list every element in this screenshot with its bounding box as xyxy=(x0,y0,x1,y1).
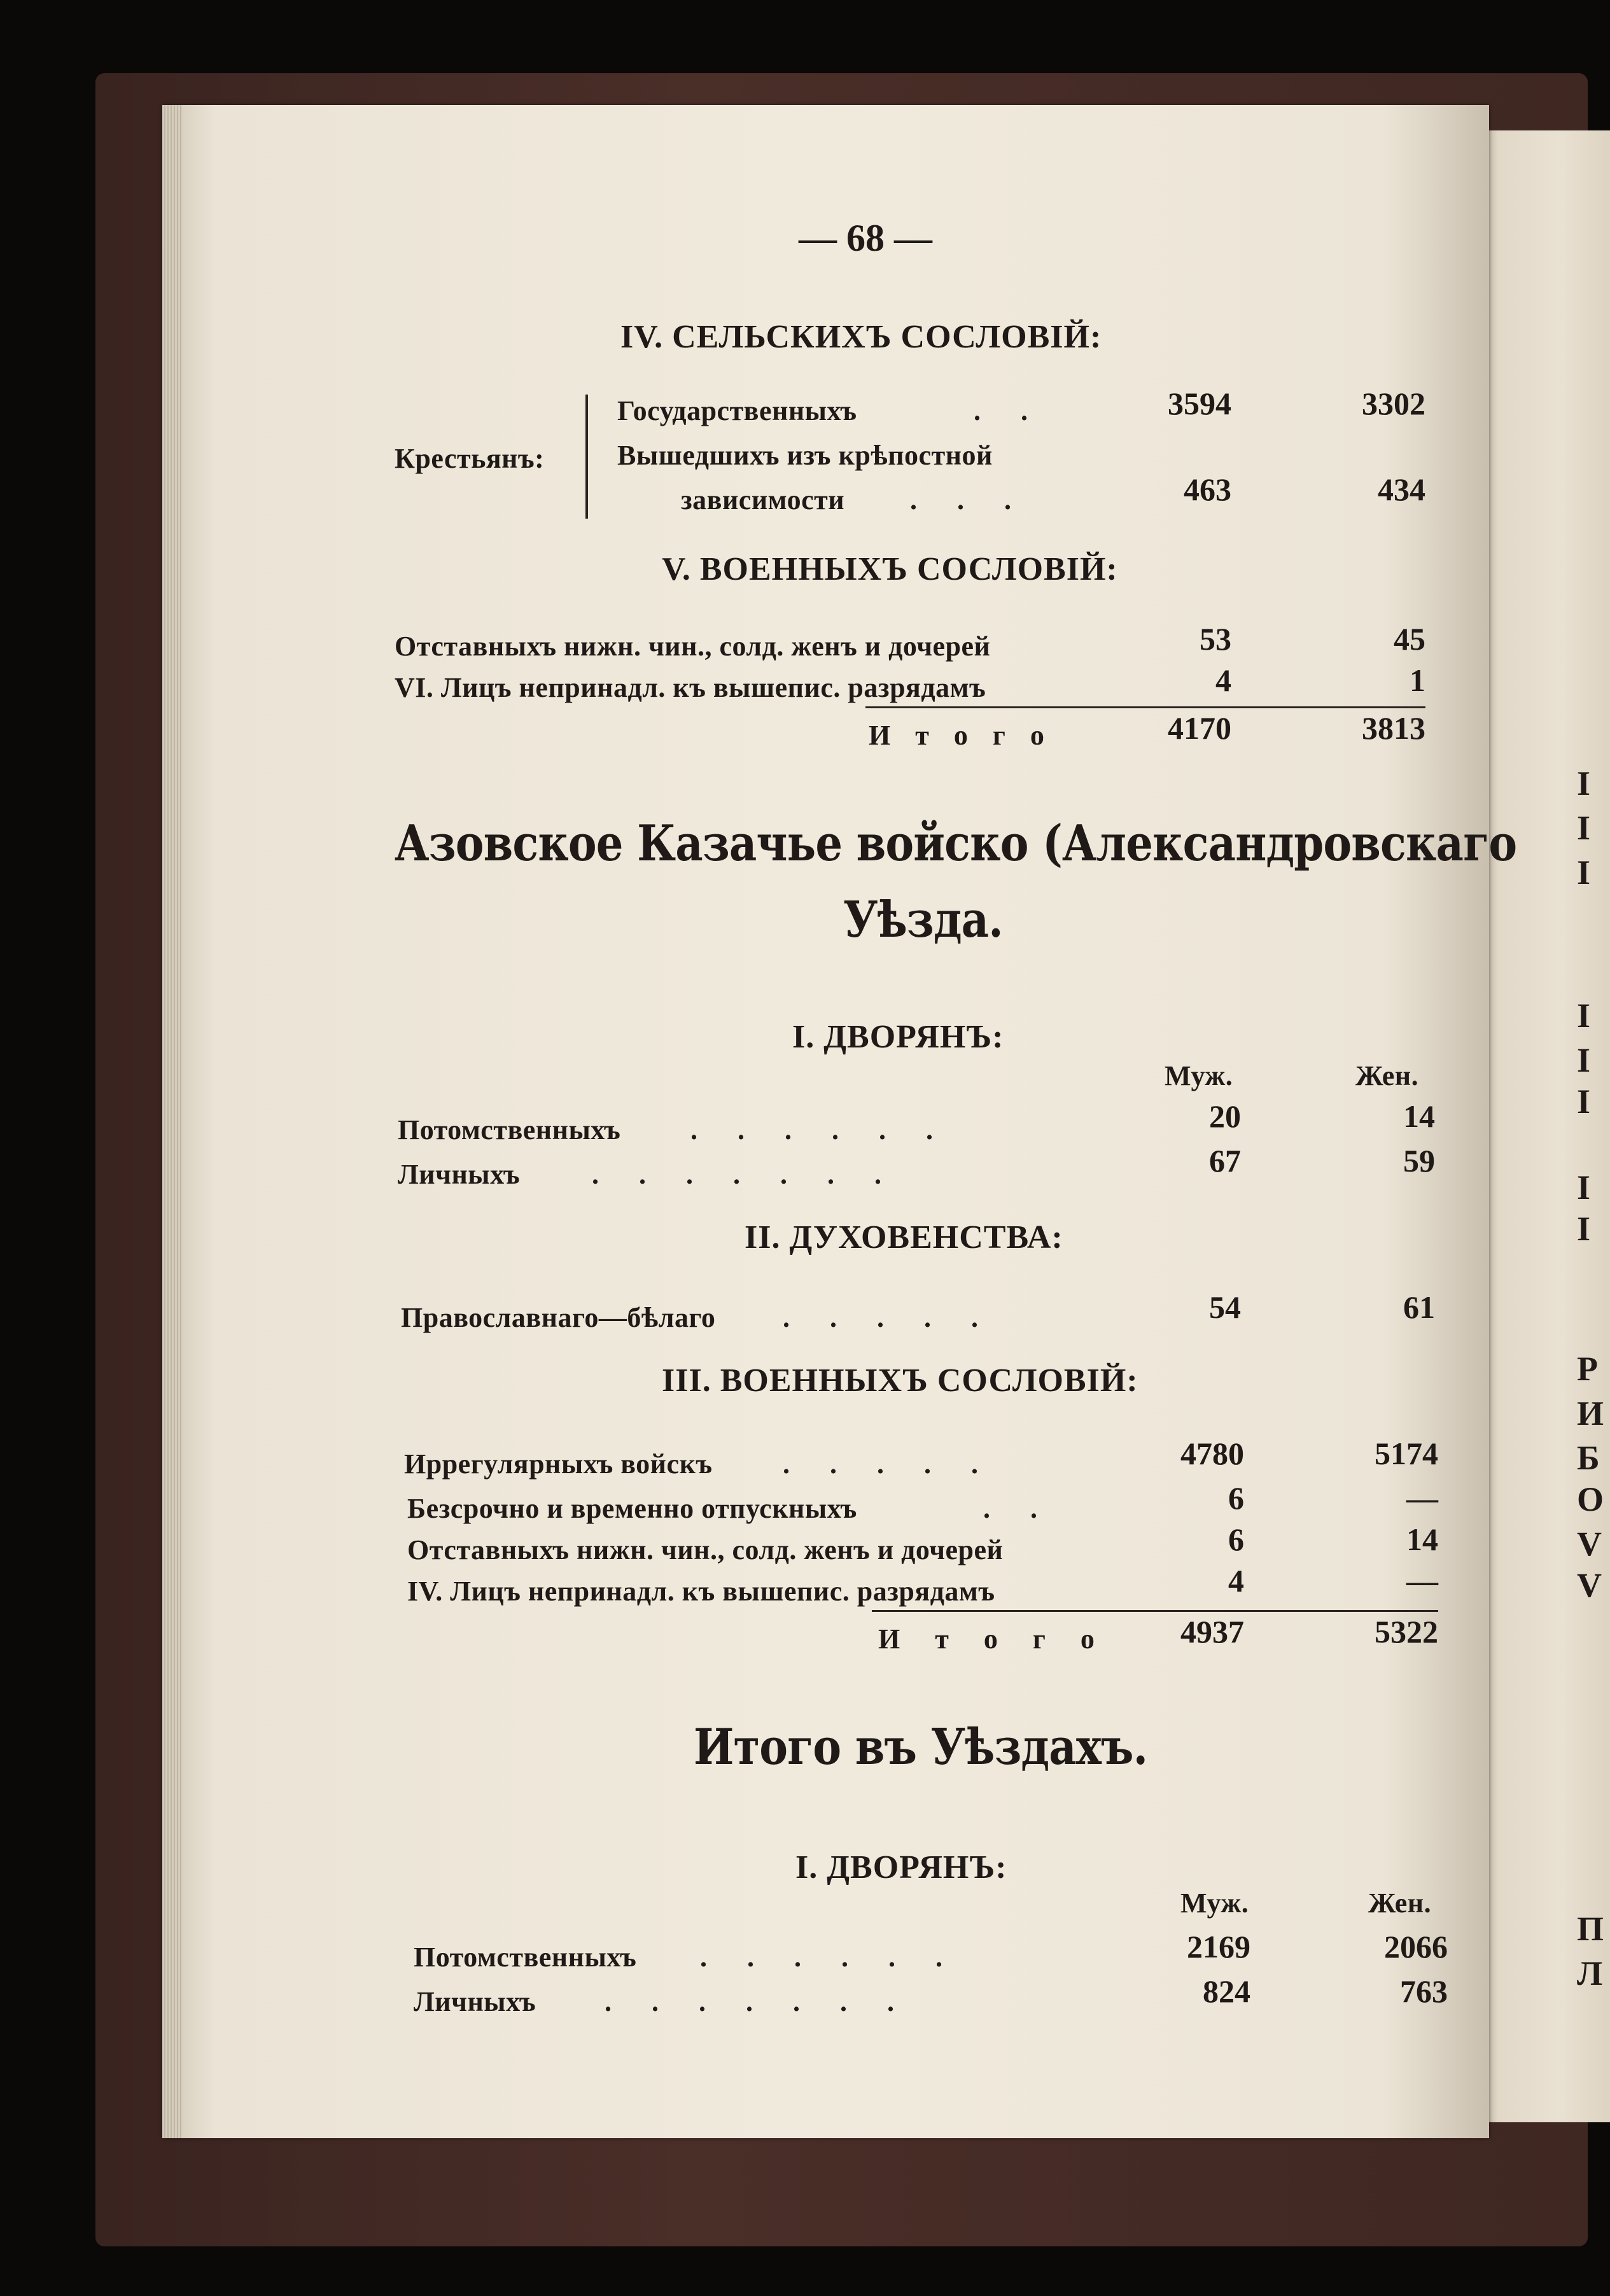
heading-clergy: II. ДУХОВЕНСТВА: xyxy=(745,1219,1063,1256)
section-title: Итого въ Уѣздахъ. xyxy=(694,1718,1148,1776)
value-female: 14 xyxy=(1406,1522,1438,1557)
col-header-male: Муж. xyxy=(1165,1060,1233,1091)
value-female: 45 xyxy=(1394,621,1425,657)
value-male: 53 xyxy=(1200,621,1231,657)
value-female: 1 xyxy=(1410,662,1425,698)
col-header-female: Жен. xyxy=(1368,1887,1432,1919)
heading-military-estates: III. ВОЕННЫХЪ СОСЛОВІЙ: xyxy=(662,1362,1138,1399)
total-rule xyxy=(872,1610,1438,1612)
heading-nobles: I. ДВОРЯНЪ: xyxy=(795,1849,1007,1886)
leader-dots: . . . . . xyxy=(783,1302,995,1333)
facing-letter: И xyxy=(1577,1394,1604,1432)
leader-dots: . . . . . xyxy=(783,1448,995,1480)
value-male: 463 xyxy=(1184,472,1231,507)
row-label: Иррегулярныхъ войскъ xyxy=(404,1448,713,1480)
row-label: Потомственныхъ xyxy=(398,1114,621,1145)
leader-dots: . . . . . . . xyxy=(605,1986,911,2017)
facing-letter: V xyxy=(1577,1525,1602,1563)
facing-letter: I xyxy=(1577,997,1591,1035)
total-label: И т о г о xyxy=(878,1623,1109,1655)
value-female: 5174 xyxy=(1375,1436,1438,1471)
value-female: — xyxy=(1406,1563,1438,1599)
page-number: — 68 — xyxy=(799,217,932,259)
value-female: 14 xyxy=(1403,1098,1435,1134)
row-label: Личныхъ xyxy=(398,1159,521,1190)
facing-letter: Р xyxy=(1577,1350,1598,1388)
facing-letter: I xyxy=(1577,809,1591,847)
row-label: VI. Лицъ непринадл. къ вышепис. разрядамъ xyxy=(395,672,986,703)
value-male: 4 xyxy=(1228,1563,1244,1599)
facing-letter: I xyxy=(1577,764,1591,802)
leader-dots: . . . . . . xyxy=(700,1942,959,1973)
total-male: 4170 xyxy=(1168,710,1231,746)
total-rule xyxy=(865,706,1425,708)
col-header-male: Муж. xyxy=(1180,1887,1249,1919)
section-title-cont: Уѣзда. xyxy=(843,891,1003,949)
value-male: 4780 xyxy=(1180,1436,1244,1471)
facing-letter: О xyxy=(1577,1480,1604,1518)
brace xyxy=(585,395,588,519)
leader-dots: . . . . . . xyxy=(690,1114,949,1145)
facing-letter: I xyxy=(1577,1210,1591,1248)
total-female: 3813 xyxy=(1362,710,1425,746)
row-label: Отставныхъ нижн. чин., солд. женъ и дочерей xyxy=(407,1534,1004,1565)
row-label: Отставныхъ нижн. чин., солд. женъ и дочерей xyxy=(395,631,991,662)
row-label: Православнаго—бѣлаго xyxy=(401,1302,716,1333)
value-male: 3594 xyxy=(1168,386,1231,421)
leader-dots: . . xyxy=(983,1493,1054,1524)
value-female: 763 xyxy=(1400,1973,1448,2009)
value-female: 59 xyxy=(1403,1143,1435,1179)
value-female: 61 xyxy=(1403,1289,1435,1325)
value-female: 2066 xyxy=(1384,1929,1448,1964)
facing-letter: I xyxy=(1577,1168,1591,1207)
row-label: Личныхъ xyxy=(414,1986,536,2017)
row-label: Государственныхъ xyxy=(617,395,857,426)
value-male: 20 xyxy=(1209,1098,1241,1134)
col-header-female: Жен. xyxy=(1355,1060,1419,1091)
facing-letter: I xyxy=(1577,1041,1591,1079)
row-label: Безсрочно и временно отпускныхъ xyxy=(407,1493,857,1524)
value-male: 824 xyxy=(1203,1973,1250,2009)
value-female: 434 xyxy=(1378,472,1425,507)
facing-letter: I xyxy=(1577,1082,1591,1121)
facing-letter: Б xyxy=(1577,1439,1600,1477)
leader-dots: . . xyxy=(974,395,1044,426)
total-female: 5322 xyxy=(1375,1614,1438,1649)
value-male: 6 xyxy=(1228,1480,1244,1516)
krestyan-label: Крестьянъ: xyxy=(395,443,545,474)
value-male: 4 xyxy=(1215,662,1231,698)
page-edges xyxy=(162,105,181,2138)
value-female: 3302 xyxy=(1362,386,1425,421)
value-male: 2169 xyxy=(1187,1929,1250,1964)
facing-letter: I xyxy=(1577,853,1591,892)
section-title: Азовское Казачье войско (Александровскаго xyxy=(395,815,1517,872)
heading-rural-estates: IV. СЕЛЬСКИХЪ СОСЛОВІЙ: xyxy=(620,319,1102,355)
total-label: И т о г о xyxy=(869,720,1053,751)
facing-letter: П xyxy=(1577,1910,1604,1948)
leader-dots: . . . xyxy=(910,484,1028,515)
row-label: Потомственныхъ xyxy=(414,1942,637,1973)
value-male: 54 xyxy=(1209,1289,1241,1325)
row-label: Вышедшихъ изъ крѣпостной xyxy=(617,440,993,471)
value-male: 67 xyxy=(1209,1143,1241,1179)
row-label: зависимости xyxy=(681,484,845,515)
total-male: 4937 xyxy=(1180,1614,1244,1649)
value-female: — xyxy=(1406,1480,1438,1516)
heading-military-estates: V. ВОЕННЫХЪ СОСЛОВІЙ: xyxy=(662,551,1118,587)
facing-letter: V xyxy=(1577,1566,1602,1604)
facing-page xyxy=(1483,130,1610,2122)
facing-letter: Л xyxy=(1577,1954,1603,1992)
value-male: 6 xyxy=(1228,1522,1244,1557)
heading-nobles: I. ДВОРЯНЪ: xyxy=(792,1019,1004,1055)
row-label: IV. Лицъ непринадл. къ вышепис. разрядамъ xyxy=(407,1576,995,1607)
leader-dots: . . . . . . . xyxy=(592,1159,898,1190)
